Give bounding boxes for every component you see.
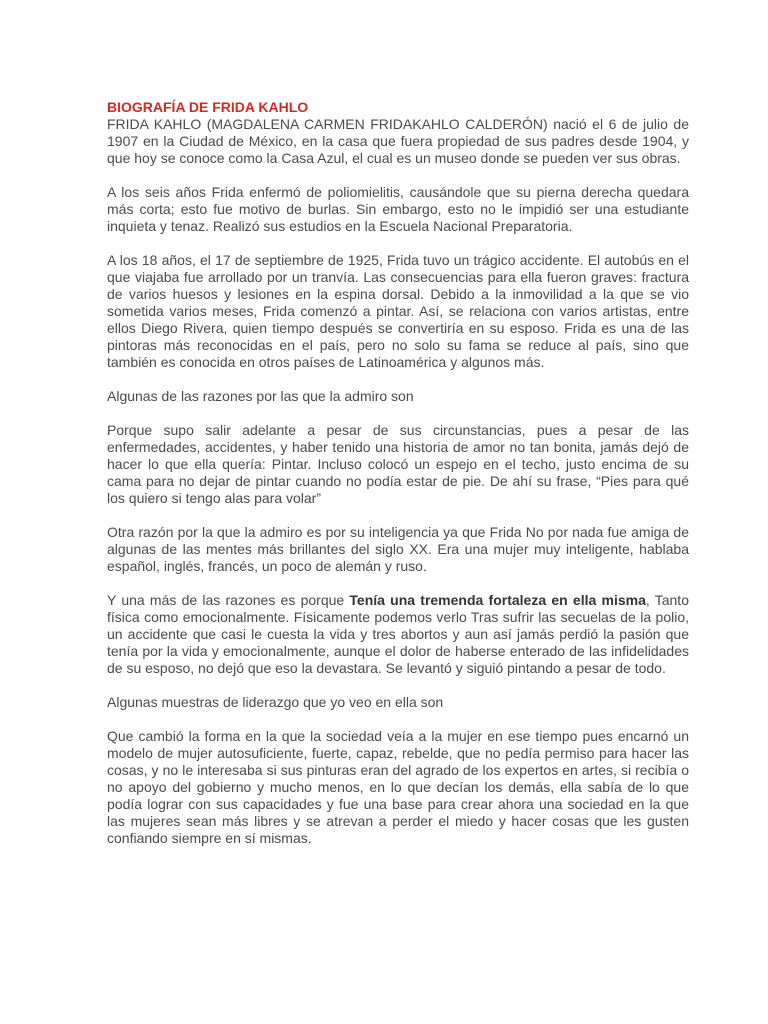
paragraph-reason-perseverance: Porque supo salir adelante a pesar de sus circunstancias, pues a pesar de las enfermedades, accidentes, y haber tenido una historia de amor no tan bonita, jamás dejó de hacer lo que ella quería: Pintar. Incluso colocó un espejo en el techo, justo encima de su cama para no dejar de pintar cuando no podía estar de pie. De ahí su frase, “Pies para qué los quiero si tengo alas para volar” bbox=[107, 422, 689, 506]
strength-text-before: Y una más de las razones es porque bbox=[107, 592, 350, 608]
document-page bbox=[107, 99, 689, 864]
strength-text-bold: Tenía una tremenda fortaleza en ella misma bbox=[349, 592, 646, 608]
paragraph-leadership-heading: Algunas muestras de liderazgo que yo veo en ella son bbox=[107, 694, 444, 710]
strength-text-after: , Tanto física como emocionalmente. Físicamente podemos verlo Tras sufrir las secuelas de la polio, un accidente que casi le cuesta la vida y tres abortos y aun así jamás perdió la pasión que tenía por la vida y emocionalmente, aunque el dolor de haberse enterado de las infidelidades de su esposo, no dejó que eso la devastara. Se levantó y siguió pintando a pesar de todo. bbox=[107, 592, 689, 676]
paragraph-accident: A los 18 años, el 17 de septiembre de 1925, Frida tuvo un trágico accidente. El autobús en el que viajaba fue arrollado por un tranvía. Las consecuencias para ella fueron graves: fractura de varios huesos y lesiones en la espina dorsal. Debido a la inmovilidad a la que se vio sometida varios meses, Frida comenzó a pintar. Así, se relaciona con varios artistas, entre ellos Diego Rivera, quien tiempo después se convertiría en su esposo. Frida es una de las pintoras más reconocidas en el país, pero no solo su fama se reduce al país, sino que también es conocida en otros países de Latinoamérica y algunos más. bbox=[107, 252, 689, 370]
paragraph-reasons-heading: Algunas de las razones por las que la admiro son bbox=[107, 388, 414, 404]
paragraph-leadership: Que cambió la forma en la que la sociedad veía a la mujer en ese tiempo pues encarnó un modelo de mujer autosuficiente, fuerte, capaz, rebelde, que no pedía permiso para hacer las cosas, y no le interesaba si sus pinturas eran del agrado de los expertos en artes, si recibía o no apoyo del gobierno y mucho menos, en lo que decían los demás, ella sabía de lo que podía lograr con sus capacidades y fue una base para crear ahora una sociedad en la que las mujeres sean más libres y se atrevan a perder el miedo y hacer cosas que les gusten confiando siempre en sí mismas. bbox=[107, 728, 689, 846]
paragraph-childhood: A los seis años Frida enfermó de poliomielitis, causándole que su pierna derecha quedara más corta; esto fue motivo de burlas. Sin embargo, esto no le impidió ser una estudiante inquieta y tenaz. Realizó sus estudios en la Escuela Nacional Preparatoria. bbox=[107, 184, 689, 234]
document-title: BIOGRAFÍA DE FRIDA KAHLO bbox=[107, 99, 309, 115]
paragraph-birth: FRIDA KAHLO (MAGDALENA CARMEN FRIDAKAHLO CALDERÓN) nació el 6 de julio de 1907 en la Ciudad de México, en la casa que fuera propiedad de sus padres desde 1904, y que hoy se conoce como la Casa Azul, el cual es un museo donde se pueden ver sus obras. bbox=[107, 116, 689, 166]
paragraph-reason-strength bbox=[107, 592, 689, 677]
paragraph-reason-intelligence: Otra razón por la que la admiro es por su inteligencia ya que Frida No por nada fue amiga de algunas de las mentes más brillantes del siglo XX. Era una mujer muy inteligente, hablaba español, inglés, francés, un poco de alemán y ruso. bbox=[107, 524, 689, 574]
